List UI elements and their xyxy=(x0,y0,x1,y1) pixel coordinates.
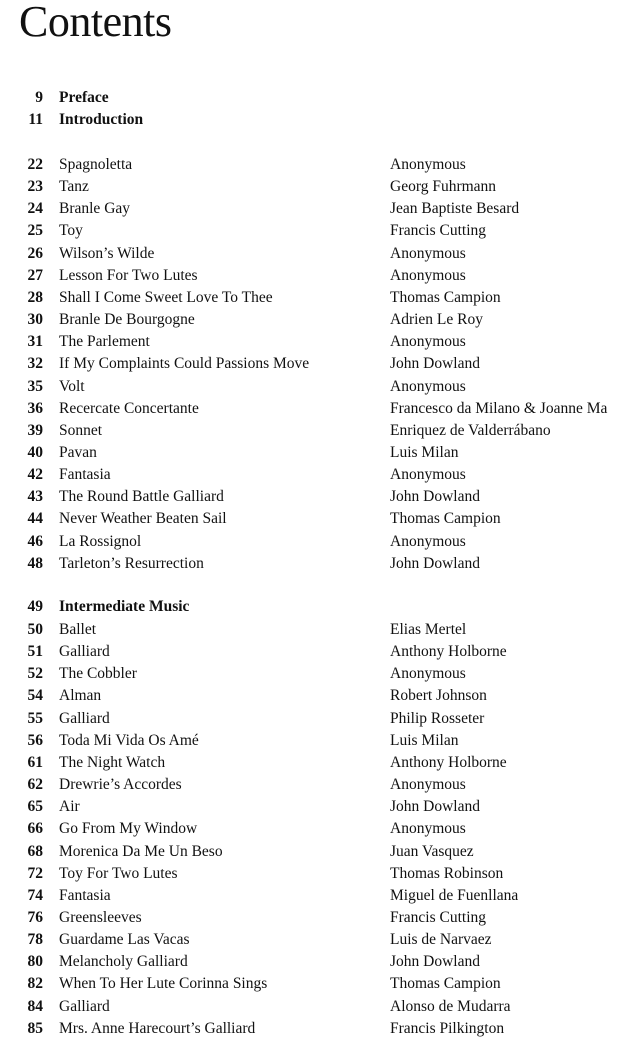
page-number: 9 xyxy=(35,89,43,106)
composer-name: Francis Pilkington xyxy=(390,1020,505,1037)
toc-row xyxy=(0,243,626,265)
toc-row xyxy=(0,331,626,353)
toc-row xyxy=(0,973,626,995)
toc-row xyxy=(0,774,626,796)
toc-row xyxy=(0,752,626,774)
page-number: 23 xyxy=(27,178,43,195)
toc-row xyxy=(0,1018,626,1040)
page-number: 32 xyxy=(27,355,43,372)
toc-row xyxy=(0,198,626,220)
piece-title: The Cobbler xyxy=(59,665,137,682)
page-number: 82 xyxy=(27,975,43,992)
toc-row xyxy=(0,951,626,973)
page-number: 84 xyxy=(27,998,43,1015)
page-number: 56 xyxy=(27,732,43,749)
composer-name: John Dowland xyxy=(390,555,480,572)
toc-row xyxy=(0,398,626,420)
toc-row xyxy=(0,730,626,752)
section-heading-row xyxy=(0,87,626,109)
composer-name: John Dowland xyxy=(390,488,480,505)
page-number: 25 xyxy=(27,222,43,239)
page-number: 54 xyxy=(27,687,43,704)
toc-row xyxy=(0,685,626,707)
page-number: 80 xyxy=(27,953,43,970)
toc-row xyxy=(0,663,626,685)
piece-title: Sonnet xyxy=(59,422,103,439)
piece-title: When To Her Lute Corinna Sings xyxy=(59,975,268,992)
page-number: 50 xyxy=(27,621,43,638)
toc-row xyxy=(0,376,626,398)
toc-row xyxy=(0,641,626,663)
page-number: 74 xyxy=(27,887,43,904)
composer-name: Adrien Le Roy xyxy=(390,311,483,328)
toc-row xyxy=(0,885,626,907)
composer-name: Luis Milan xyxy=(390,732,459,749)
piece-title: Tarleton’s Resurrection xyxy=(59,555,204,572)
piece-title: Alman xyxy=(59,687,102,704)
composer-name: Anonymous xyxy=(390,776,466,793)
piece-title: Go From My Window xyxy=(59,820,198,837)
page-number: 44 xyxy=(27,510,43,527)
piece-title: Air xyxy=(59,798,80,815)
page-number: 43 xyxy=(27,488,43,505)
piece-title: If My Complaints Could Passions Move xyxy=(59,355,310,372)
composer-name: John Dowland xyxy=(390,798,480,815)
composer-name: John Dowland xyxy=(390,355,480,372)
composer-name: Juan Vasquez xyxy=(390,843,474,860)
page-number: 27 xyxy=(27,267,43,284)
piece-title: Toy For Two Lutes xyxy=(59,865,178,882)
composer-name: John Dowland xyxy=(390,953,480,970)
toc-row xyxy=(0,309,626,331)
composer-name: Thomas Campion xyxy=(390,289,501,306)
page-number: 48 xyxy=(27,555,43,572)
piece-title: Wilson’s Wilde xyxy=(59,245,155,262)
page-number: 26 xyxy=(27,245,43,262)
piece-title: Volt xyxy=(59,378,85,395)
piece-title: La Rossignol xyxy=(59,533,142,550)
composer-name: Philip Rosseter xyxy=(390,710,485,727)
toc-row xyxy=(0,265,626,287)
piece-title: Never Weather Beaten Sail xyxy=(59,510,227,527)
toc-row xyxy=(0,420,626,442)
toc-row xyxy=(0,154,626,176)
toc-row xyxy=(0,508,626,530)
piece-title: The Parlement xyxy=(59,333,150,350)
piece-title: Recercate Concertante xyxy=(59,400,199,417)
toc-row xyxy=(0,929,626,951)
composer-name: Anonymous xyxy=(390,333,466,350)
piece-title: Guardame Las Vacas xyxy=(59,931,190,948)
toc-row xyxy=(0,818,626,840)
page-number: 68 xyxy=(27,843,43,860)
composer-name: Anonymous xyxy=(390,665,466,682)
page-number: 31 xyxy=(27,333,43,350)
page-number: 11 xyxy=(28,111,43,128)
toc-row xyxy=(0,176,626,198)
page-number: 46 xyxy=(27,533,43,550)
toc-row xyxy=(0,442,626,464)
toc-row xyxy=(0,464,626,486)
composer-name: Alonso de Mudarra xyxy=(390,998,511,1015)
page-number: 72 xyxy=(27,865,43,882)
toc-row xyxy=(0,353,626,375)
composer-name: Jean Baptiste Besard xyxy=(390,200,520,217)
composer-name: Anthony Holborne xyxy=(390,754,507,771)
toc-row xyxy=(0,619,626,641)
page-number: 36 xyxy=(27,400,43,417)
piece-title: Drewrie’s Accordes xyxy=(59,776,182,793)
page-number: 85 xyxy=(27,1020,43,1037)
piece-title: Fantasia xyxy=(59,466,111,483)
section-heading-row xyxy=(0,109,626,131)
composer-name: Anonymous xyxy=(390,378,466,395)
page-number: 39 xyxy=(27,422,43,439)
toc-row xyxy=(0,863,626,885)
toc-row xyxy=(0,796,626,818)
toc-row xyxy=(0,287,626,309)
piece-title: Spagnoletta xyxy=(59,156,133,173)
composer-name: Luis de Narvaez xyxy=(390,931,492,948)
section-title: Preface xyxy=(59,89,109,106)
page-number: 35 xyxy=(27,378,43,395)
page-number: 49 xyxy=(27,598,43,615)
composer-name: Thomas Robinson xyxy=(390,865,504,882)
piece-title: Fantasia xyxy=(59,887,111,904)
piece-title: Melancholy Galliard xyxy=(59,953,188,970)
composer-name: Elias Mertel xyxy=(390,621,467,638)
piece-title: Branle Gay xyxy=(59,200,131,217)
toc-row xyxy=(0,907,626,929)
page-number: 51 xyxy=(27,643,43,660)
section-heading-row xyxy=(0,596,626,618)
page-number: 40 xyxy=(27,444,43,461)
piece-title: Galliard xyxy=(59,710,110,727)
piece-title: Greensleeves xyxy=(59,909,142,926)
composer-name: Anonymous xyxy=(390,156,466,173)
composer-name: Thomas Campion xyxy=(390,510,501,527)
piece-title: Toy xyxy=(59,222,83,239)
page-number: 30 xyxy=(27,311,43,328)
toc-row xyxy=(0,531,626,553)
composer-name: Georg Fuhrmann xyxy=(390,178,497,195)
page-number: 62 xyxy=(27,776,43,793)
page-number: 28 xyxy=(27,289,43,306)
piece-title: Pavan xyxy=(59,444,97,461)
piece-title: Morenica Da Me Un Beso xyxy=(59,843,223,860)
piece-title: Ballet xyxy=(59,621,97,638)
page-number: 61 xyxy=(27,754,43,771)
piece-title: Mrs. Anne Harecourt’s Galliard xyxy=(59,1020,256,1037)
page-number: 55 xyxy=(27,710,43,727)
composer-name: Anonymous xyxy=(390,466,466,483)
toc-row xyxy=(0,553,626,575)
page-number: 42 xyxy=(27,466,43,483)
piece-title: The Round Battle Galliard xyxy=(59,488,224,505)
composer-name: Francesco da Milano & Joanne Ma xyxy=(390,400,608,417)
composer-name: Miguel de Fuenllana xyxy=(390,887,519,904)
page-number: 76 xyxy=(27,909,43,926)
piece-title: Toda Mi Vida Os Amé xyxy=(59,732,199,749)
composer-name: Thomas Campion xyxy=(390,975,501,992)
piece-title: Galliard xyxy=(59,643,110,660)
page-number: 24 xyxy=(27,200,43,217)
page-number: 78 xyxy=(27,931,43,948)
toc-row xyxy=(0,841,626,863)
piece-title: Shall I Come Sweet Love To Thee xyxy=(59,289,273,306)
composer-name: Anonymous xyxy=(390,245,466,262)
page-number: 66 xyxy=(27,820,43,837)
page-title: Contents xyxy=(19,0,172,46)
page-number: 65 xyxy=(27,798,43,815)
composer-name: Robert Johnson xyxy=(390,687,487,704)
composer-name: Anonymous xyxy=(390,533,466,550)
composer-name: Anthony Holborne xyxy=(390,643,507,660)
section-title: Introduction xyxy=(59,111,144,128)
composer-name: Enriquez de Valderrábano xyxy=(390,422,551,439)
composer-name: Francis Cutting xyxy=(390,909,487,926)
section-title: Intermediate Music xyxy=(59,598,190,615)
toc-row xyxy=(0,486,626,508)
piece-title: Branle De Bourgogne xyxy=(59,311,195,328)
piece-title: Tanz xyxy=(59,178,89,195)
toc-row xyxy=(0,996,626,1018)
page-number: 52 xyxy=(27,665,43,682)
piece-title: Galliard xyxy=(59,998,110,1015)
piece-title: The Night Watch xyxy=(59,754,166,771)
composer-name: Francis Cutting xyxy=(390,222,487,239)
page-number: 22 xyxy=(27,156,43,173)
composer-name: Anonymous xyxy=(390,267,466,284)
composer-name: Anonymous xyxy=(390,820,466,837)
piece-title: Lesson For Two Lutes xyxy=(59,267,198,284)
composer-name: Luis Milan xyxy=(390,444,459,461)
toc-row xyxy=(0,708,626,730)
toc-row xyxy=(0,220,626,242)
